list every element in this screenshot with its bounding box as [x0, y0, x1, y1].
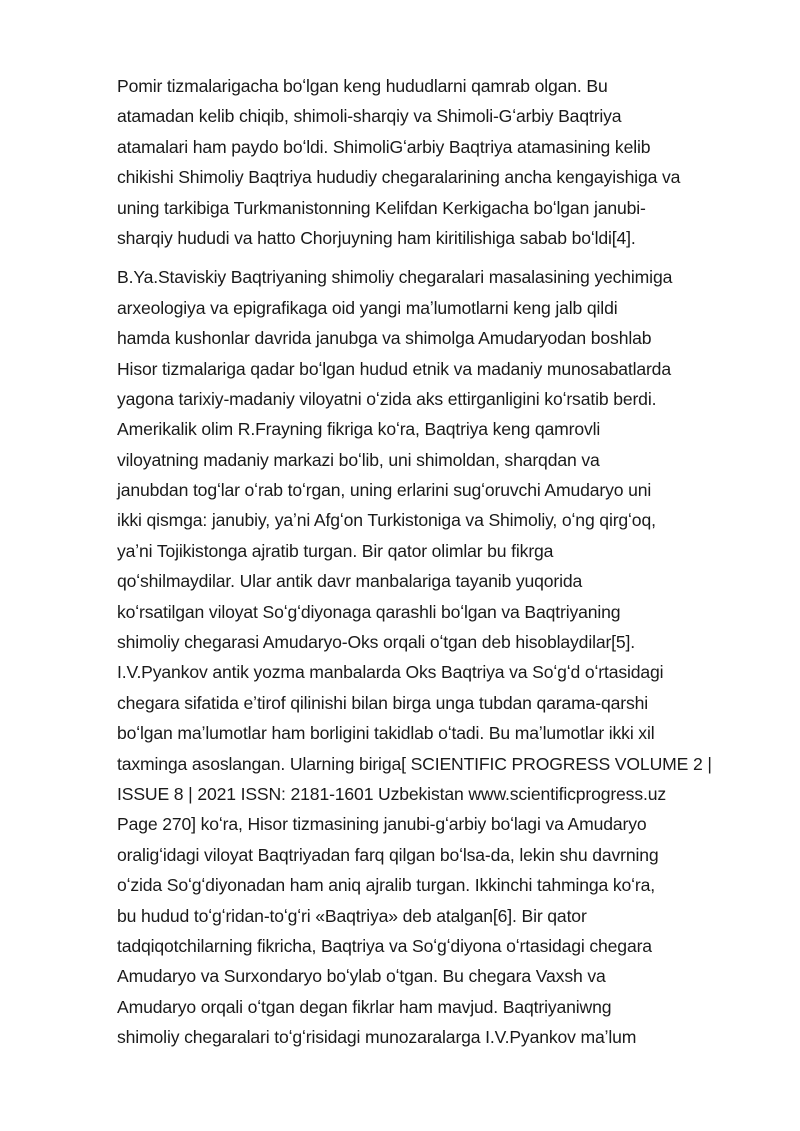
text-line: Pomir tizmalarigacha boʻlgan keng hududlarni qamrab olgan. Bu — [117, 76, 608, 96]
text-line: qoʻshilmaydilar. Ular antik davr manbalariga tayanib yuqorida — [117, 571, 583, 592]
paragraph-2 — [117, 262, 757, 1052]
text-line: hamda kushonlar davrida janubga va shimolga Amudaryodan boshlab — [117, 328, 652, 349]
text-line: janubdan togʻlar oʻrab toʻrgan, uning erlarini sugʻoruvchi Amudaryo uni — [117, 480, 652, 501]
text-line: atamadan kelib chiqib, shimoli-sharqiy va Shimoli-Gʻarbiy Baqtriya — [117, 106, 622, 127]
text-line: chikishi Shimoliy Baqtriya hududiy chegaralarining ancha kengayishiga va — [117, 167, 681, 188]
text-line: chegara sifatida eʼtirof qilinishi bilan birga unga tubdan qarama-qarshi — [117, 692, 649, 713]
text-line: shimoliy chegaralari toʻgʻrisidagi munozaralarga I.V.Pyankov maʼlum — [117, 1027, 637, 1048]
text-line: shimoliy chegarasi Amudaryo-Oks orqali oʻtgan deb hisoblaydilar[5]. — [117, 632, 636, 653]
text-line: Amerikalik olim R.Frayning fikriga koʻra, Baqtriya keng qamrovli — [117, 419, 601, 440]
text-line: atamalari ham paydo boʻldi. ShimoliGʻarbiy Baqtriya atamasining kelib — [117, 136, 651, 157]
text-line: viloyatning madaniy markazi boʻlib, uni shimoldan, sharqdan va — [117, 449, 600, 470]
text-line: bu hudud toʻgʻridan-toʻgʻri «Baqtriya» deb atalgan[6]. Bir qator — [117, 905, 587, 926]
body-text — [117, 71, 757, 1053]
text-line: uning tarkibiga Turkmanistonning Kelifdan Kerkigacha boʻlgan janubi- — [117, 197, 646, 218]
text-line: B.Ya.Staviskiy Baqtriyaning shimoliy chegaralari masalasining yechimiga — [117, 267, 673, 288]
text-line: ikki qismga: janubiy, yaʼni Afgʻon Turkistoniga va Shimoliy, oʻng qirgʻoq, — [117, 510, 656, 531]
text-line: Hisor tizmalariga qadar boʻlgan hudud etnik va madaniy munosabatlarda — [117, 358, 671, 379]
text-line: boʻlgan maʼlumotlar ham borligini takidlab oʻtadi. Bu maʼlumotlar ikki xil — [117, 723, 655, 744]
text-line: ISSUE 8 | 2021 ISSN: 2181-1601 Uzbekistan www.scientificprogress.uz — [117, 783, 666, 804]
text-line: Amudaryo va Surxondaryo boʻylab oʻtgan. Bu chegara Vaxsh va — [117, 966, 606, 987]
text-line: sharqiy hududi va hatto Chorjuyning ham kiritilishiga sabab boʻldi[4]. — [117, 227, 636, 248]
paragraph-1 — [117, 71, 757, 253]
text-line: yaʼni Tojikistonga ajratib turgan. Bir qator olimlar bu fikrga — [117, 540, 554, 561]
text-line: arxeologiya va epigrafikaga oid yangi maʼlumotlarni keng jalb qildi — [117, 297, 618, 318]
text-line: koʻrsatilgan viloyat Soʻgʻdiyonaga qarashli boʻlgan va Baqtriyaning — [117, 601, 621, 622]
text-line: oʻzida Soʻgʻdiyonadan ham aniq ajralib turgan. Ikkinchi tahminga koʻra, — [117, 875, 656, 896]
text-line: yagona tarixiy-madaniy viloyatni oʻzida aks ettirganligini koʻrsatib berdi. — [117, 388, 657, 409]
text-line: Page 270] koʻra, Hisor tizmasining janubi-gʻarbiy boʻlagi va Amudaryo — [117, 814, 647, 835]
text-line: I.V.Pyankov antik yozma manbalarda Oks Baqtriya va Soʻgʻd oʻrtasidagi — [117, 662, 664, 683]
text-line: oraligʻidagi viloyat Baqtriyadan farq qilgan boʻlsa-da, lekin shu davrning — [117, 844, 659, 865]
text-line: Amudaryo orqali oʻtgan degan fikrlar ham mavjud. Baqtriyaniwng — [117, 996, 612, 1017]
text-line: tadqiqotchilarning fikricha, Baqtriya va Soʻgʻdiyona oʻrtasidagi chegara — [117, 935, 652, 956]
text-line: taxminga asoslangan. Ularning biriga[ SCIENTIFIC PROGRESS VOLUME 2 | — [117, 753, 712, 774]
